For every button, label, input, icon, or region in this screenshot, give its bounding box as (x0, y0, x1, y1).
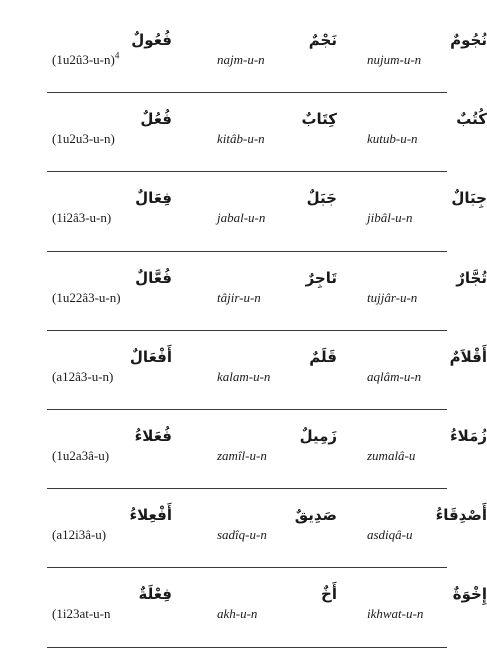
pattern-translit-wrap (52, 52, 172, 68)
singular-cell (217, 503, 337, 543)
table-row (47, 14, 487, 93)
table-row (47, 568, 487, 647)
plural-cell (367, 345, 487, 385)
pattern-translit: (1i2â3-u-n) (52, 210, 112, 226)
pattern-translit: (1u2u3-u-n) (52, 131, 115, 147)
singular-translit: akh-u-n (217, 606, 258, 622)
pattern-arabic: فِعَالٌ (135, 189, 172, 208)
plural-translit: kutub-u-n (367, 131, 418, 147)
pattern-arabic: أَفْعَالٌ (129, 347, 172, 366)
pattern-arabic: فُعَّالٌ (135, 268, 172, 287)
pattern-arabic: أَفْعِلاءُ (129, 506, 172, 525)
singular-cell (217, 424, 337, 464)
plural-cell (367, 503, 487, 543)
table-row (47, 410, 487, 489)
pattern-cell (52, 186, 172, 226)
plural-cell (367, 424, 487, 464)
table-row (47, 331, 487, 410)
plural-arabic: نُجُومٌ (450, 31, 487, 49)
singular-arabic: قَلَمٌ (309, 347, 337, 366)
pattern-cell (52, 266, 172, 306)
table-row (47, 172, 487, 251)
pattern-arabic: فِعْلَةٌ (138, 585, 172, 604)
plural-patterns-table (47, 14, 487, 648)
pattern-cell (52, 424, 172, 464)
plural-arabic: زُمَلاءُ (450, 426, 487, 445)
pattern-cell (52, 503, 172, 543)
singular-translit: kitâb-u-n (217, 131, 265, 147)
footnote-marker: 4 (114, 50, 120, 61)
singular-arabic: نَجْمٌ (308, 31, 337, 49)
pattern-translit: (1u2a3â-u) (52, 447, 110, 463)
singular-translit: tâjir-u-n (217, 289, 261, 305)
plural-arabic: أَصْدِقَاءُ (435, 506, 487, 525)
singular-translit: jabal-u-n (217, 210, 266, 226)
pattern-translit: (1i23at-u-n (52, 606, 111, 622)
singular-arabic: جَبَلٌ (306, 189, 337, 208)
plural-cell (367, 186, 487, 226)
plural-arabic: كُتُبٌ (456, 110, 487, 129)
singular-cell (217, 186, 337, 226)
singular-cell (217, 266, 337, 306)
plural-arabic: أَقْلاَمٌ (449, 347, 487, 366)
singular-cell (217, 582, 337, 622)
table-row (47, 93, 487, 172)
pattern-cell (52, 582, 172, 622)
table-row (47, 252, 487, 331)
plural-cell (367, 582, 487, 622)
pattern-cell (52, 107, 172, 147)
plural-arabic: إِخْوَةٌ (452, 585, 487, 604)
pattern-cell (52, 345, 172, 385)
plural-translit: jibâl-u-n (367, 210, 413, 226)
pattern-arabic: فُعُولٌ (131, 31, 172, 49)
singular-translit: kalam-u-n (217, 368, 271, 384)
pattern-arabic: فُعُلٌ (140, 110, 172, 129)
plural-translit: zumalâ-u (367, 447, 416, 463)
pattern-translit: (a12â3-u-n) (52, 368, 114, 384)
singular-arabic: تَاجِرٌ (305, 268, 337, 287)
singular-arabic: صَدِيقٌ (294, 506, 337, 525)
pattern-translit: (1u2û3-u-n) (52, 52, 115, 67)
pattern-cell (52, 28, 172, 68)
singular-arabic: زَمِيلٌ (299, 426, 337, 445)
plural-arabic: تُجَّارٌ (456, 268, 487, 287)
plural-translit: nujum-u-n (367, 52, 422, 67)
plural-cell (367, 107, 487, 147)
pattern-translit: (a12i3â-u) (52, 527, 107, 543)
pattern-arabic: فُعَلاءُ (134, 426, 172, 445)
plural-cell (367, 266, 487, 306)
singular-cell (217, 28, 337, 68)
singular-cell (217, 345, 337, 385)
singular-arabic: أَخٌ (321, 585, 337, 604)
plural-translit: aqlâm-u-n (367, 368, 422, 384)
pattern-translit: (1u22â3-u-n) (52, 289, 121, 305)
table-row (47, 489, 487, 568)
plural-arabic: جِبَالٌ (451, 189, 487, 208)
singular-translit: najm-u-n (217, 52, 265, 67)
singular-cell (217, 107, 337, 147)
singular-translit: sadîq-u-n (217, 527, 267, 543)
plural-translit: ikhwat-u-n (367, 606, 424, 622)
plural-translit: tujjâr-u-n (367, 289, 418, 305)
plural-translit: asdiqâ-u (367, 527, 413, 543)
singular-arabic: كِتَابٌ (301, 110, 337, 129)
plural-cell (367, 28, 487, 68)
singular-translit: zamîl-u-n (217, 447, 267, 463)
